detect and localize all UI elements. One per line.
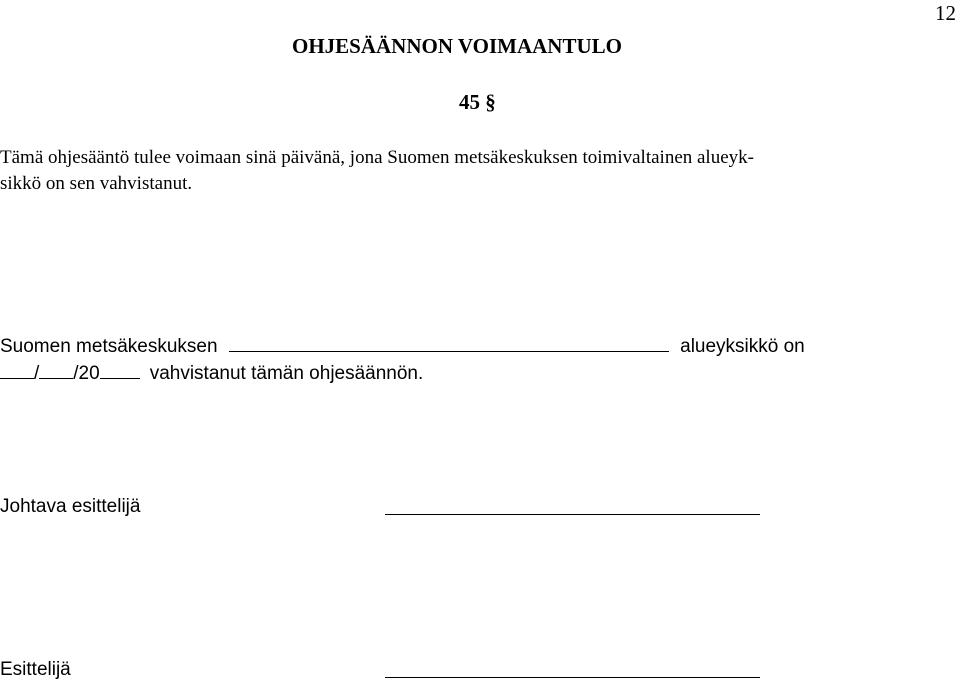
confirmation-suffix: alueyksikkö on: [680, 336, 805, 357]
date-separator: /: [34, 363, 40, 384]
paragraph-line: Tämä ohjesääntö tulee voimaan sinä päivänä, jona Suomen metsäkeskuksen toimivaltainen alueyk-: [0, 147, 754, 168]
day-blank[interactable]: [0, 360, 34, 379]
signature-line-lead-presenter[interactable]: [385, 514, 760, 515]
signature-label-lead-presenter: Johtava esittelijä: [0, 496, 141, 517]
month-blank[interactable]: [39, 360, 73, 379]
confirmation-paragraph: [0, 333, 805, 387]
paragraph-line: sikkö on sen vahvistanut.: [0, 173, 193, 194]
regional-unit-blank[interactable]: [229, 333, 669, 352]
signature-label-presenter: Esittelijä: [0, 659, 71, 680]
year-prefix: /20: [73, 363, 100, 384]
section-number: 45 §: [459, 90, 496, 114]
page-title: OHJESÄÄNNON VOIMAANTULO: [292, 34, 622, 58]
confirmation-prefix: Suomen metsäkeskuksen: [0, 336, 218, 357]
entry-into-force-paragraph: [0, 145, 960, 197]
confirmation-closing: vahvistanut tämän ohjesäännön.: [149, 363, 424, 384]
year-blank[interactable]: [100, 360, 140, 379]
signature-line-presenter[interactable]: [385, 677, 760, 678]
page-number: 12: [935, 1, 956, 25]
confirmation-line-1: [0, 333, 805, 360]
confirmation-line-2: [0, 360, 805, 387]
